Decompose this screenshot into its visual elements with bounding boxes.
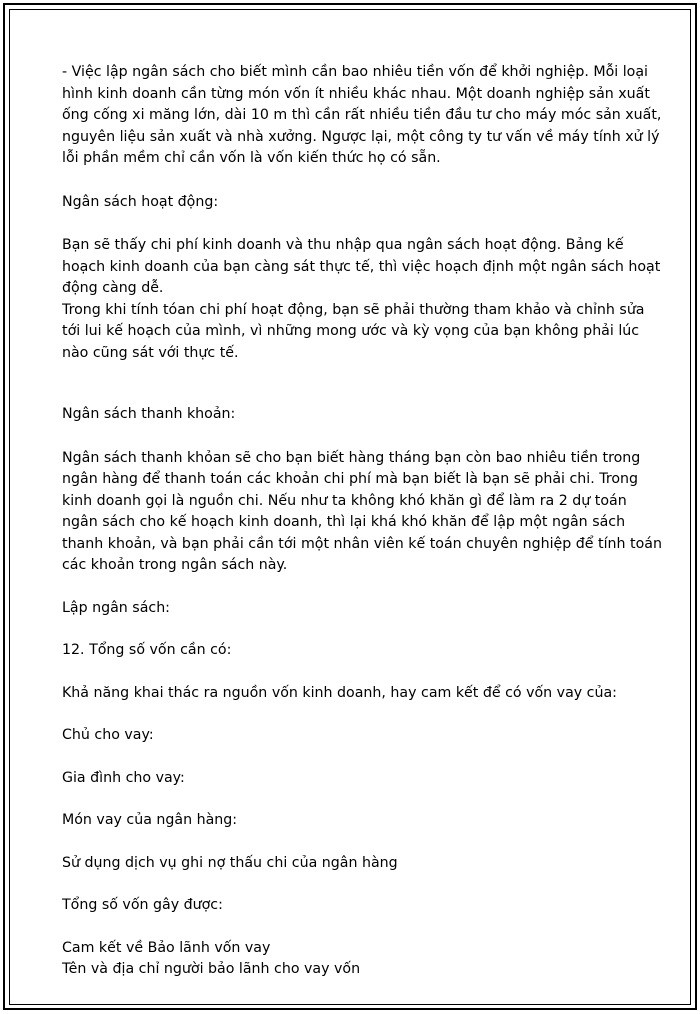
intro-line-4: nguyên liệu sản xuất và nhà xưởng. Ngược lại, một công ty tư vấn về máy tính xử lý <box>62 128 660 145</box>
intro-line-5: lỗi phần mềm chỉ cần vốn là vốn kiến thức họ có sẵn. <box>62 150 441 166</box>
operating-body-line-1: Bạn sẽ thấy chi phí kinh doanh và thu nhập qua ngân sách hoạt động. Bảng kế <box>62 237 624 253</box>
section-12-heading: 12. Tổng số vốn cần có: <box>62 642 232 658</box>
intro-line-1: - Việc lập ngân sách cho biết mình cần bao nhiêu tiền vốn để khởi nghiệp. Mỗi loại <box>62 64 648 80</box>
liquidity-budget-heading: Ngân sách thanh khoản: <box>62 406 236 422</box>
liquidity-body-line-5: thanh khoản, và bạn phải cần tới một nhân viên kế toán chuyên nghiệp để tính toán <box>62 535 662 552</box>
overdraft-label: Sử dụng dịch vụ ghi nợ thấu chi của ngân hàng <box>62 854 398 871</box>
intro-line-3: ống cống xi măng lớn, dài 10 m thì cần rất nhiều tiền đầu tư cho máy móc sản xuất, <box>62 107 662 123</box>
guarantee-commitment-label: Cam kết về Bảo lãnh vốn vay <box>62 939 271 956</box>
liquidity-body-line-2: ngân hàng để thanh toán các khoản chi phí mà bạn biết là bạn sẽ phải chi. Trong <box>62 471 639 487</box>
liquidity-body-line-3: kinh doanh gọi là nguồn chi. Nếu như ta không khó khăn gì để làm ra 2 dự toán <box>62 492 627 509</box>
operating-budget-heading: Ngân sách hoạt động: <box>62 193 219 210</box>
family-loan-label: Gia đình cho vay: <box>62 769 185 786</box>
operating-body-line-2: hoạch kinh doanh của bạn càng sát thực tế, thì việc hoạch định một ngân sách hoạt <box>62 258 661 275</box>
capacity-line: Khả năng khai thác ra nguồn vốn kinh doanh, hay cam kết để có vốn vay của: <box>62 684 617 701</box>
operating-body-line-3: động càng dễ. <box>62 280 164 296</box>
intro-line-2: hình kinh doanh cần từng món vốn ít nhiều khác nhau. Một doanh nghiệp sản xuất <box>62 85 650 102</box>
owner-loan-label: Chủ cho vay: <box>62 727 154 743</box>
operating-body-line-5: tới lui kế hoạch của mình, vì những mong ước và kỳ vọng của bạn không phải lúc <box>62 323 640 339</box>
total-raised-label: Tổng số vốn gây được: <box>62 897 223 913</box>
operating-body-line-4: Trong khi tính tóan chi phí hoạt động, bạn sẽ phải thường tham khảo và chỉnh sửa <box>62 301 645 318</box>
budgeting-heading: Lập ngân sách: <box>62 599 170 616</box>
liquidity-body-line-6: các khoản trong ngân sách này. <box>62 557 288 573</box>
document-body <box>62 62 662 981</box>
bank-loan-label: Món vay của ngân hàng: <box>62 812 238 828</box>
operating-body-line-6: nào cũng sát với thực tế. <box>62 344 239 361</box>
liquidity-body-line-1: Ngân sách thanh khỏan sẽ cho bạn biết hàng tháng bạn còn bao nhiêu tiền trong <box>62 449 641 466</box>
guarantor-info-label: Tên và địa chỉ người bảo lãnh cho vay vốn <box>62 961 361 977</box>
liquidity-body-line-4: ngân sách cho kế hoạch kinh doanh, thì lại khá khó khăn để lập một ngân sách <box>62 514 626 530</box>
